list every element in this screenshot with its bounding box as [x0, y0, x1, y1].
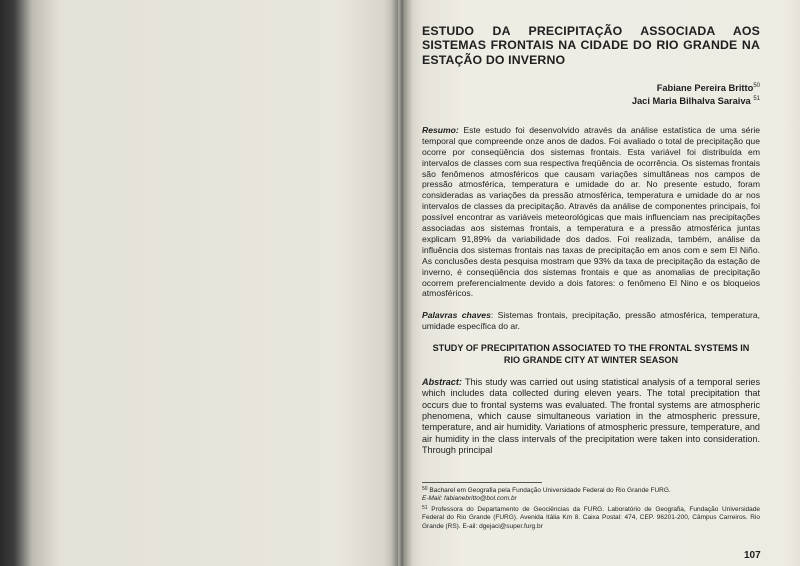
author-2 [422, 94, 760, 108]
keywords-text: : Sistemas frontais, precipitação, pressão atmosférica, temperatura, umidade específica do ar. [422, 310, 760, 332]
footnote-50-num: 50 [422, 486, 428, 492]
footnote-50-text: Bacharel em Geografia pela Fundação Universidade Federal do Rio Grande FURG. [427, 487, 671, 494]
footnote-divider [422, 482, 542, 483]
english-title: STUDY OF PRECIPITATION ASSOCIATED TO THE FRONTAL SYSTEMS IN RIO GRANDE CITY AT WINTER SEASON [432, 343, 750, 365]
author-block [422, 81, 760, 108]
author-2-note: 51 [753, 96, 760, 103]
abstract-paragraph [422, 377, 760, 457]
abstract-text: This study was carried out using statistical analysis of a temporal series which includes data collected during eleven years. The total precipitation that occurs due to frontal systems was evaluated. The frontal systems are atmospheric phenomena, which cause simultaneous variation in the atmospheric pressure, temperature, and air humidity. Variations of atmospheric pressure, temperature, and air humidity in the class intervals of the precipitation were taken into consideration. Through principal [422, 376, 760, 456]
footnote-50 [422, 485, 760, 495]
page-number: 107 [744, 550, 761, 561]
footnote-51 [422, 504, 760, 531]
book-gutter [391, 0, 413, 566]
resumo-text: Este estudo foi desenvolvido através da análise estatística de uma série temporal que compreende onze anos de dados. Foi avaliado o total de precipitação que ocorre por conseqüência dos sistemas frontais. Esta variável foi distribuída em intervalos de classes com sua respectiva freqüência de ocorrência. Os sistemas frontais são fenômenos atmosféricos que causam variações simultâneas nos campos de pressão atmosférica, temperatura e umidade do ar. No presente estudo, foram consideradas as variações da pressão atmosférica, temperatura e umidade do ar nos intervalos de classes da precipitação. Através da análise de componentes principais, foi possível encontrar as variáveis meteorológicas que mais influenciam nas precipitações associadas aos sistemas frontais, a temperatura e a pressão atmosférica juntas explicam 91,89% da variabilidade dos dados. Foi realizada, também, análise da influência dos sistemas frontais nas taxas de precipitação em anos com e sem El Niño. As conclusões desta pesquisa mostram que 93% da taxa de precipitação da estação de inverno, é conseqüência dos sistemas frontais e que as anomalias de precipitação ocorrem preferencialmente devido a dois fatores: o fenômeno El Nino e os bloqueios atmosféricos. [422, 124, 761, 299]
article-content [422, 24, 760, 457]
footnote-50-email [422, 495, 760, 503]
author-1-name: Fabiane Pereira Britto [656, 82, 754, 93]
keywords-paragraph [422, 310, 760, 332]
keywords-label: Palavras chaves [422, 310, 491, 321]
footnote-51-text: Professora do Departamento de Geociências da FURG. Laboratório de Geografia, Fundação Universidade Federal do Rio Grande (FURG). Avenida Itália Km 8. Caixa Postal: 474, CEP. 96201-200, Câmpus Carreiros. Rio Grande (RS). E-ail: dgejaci@super.furg.br [422, 505, 760, 530]
abstract-label: Abstract: [422, 376, 462, 387]
resumo-paragraph [422, 125, 760, 300]
article-title: ESTUDO DA PRECIPITAÇÃO ASSOCIADA AOS SISTEMAS FRONTAIS NA CIDADE DO RIO GRANDE NA ESTAÇÃO DO INVERNO [422, 24, 760, 67]
author-1-note: 50 [753, 82, 760, 89]
footnotes [422, 485, 760, 531]
resumo-label: Resumo: [422, 124, 459, 135]
author-1 [422, 81, 760, 95]
author-2-name: Jaci Maria Bilhalva Saraiva [631, 96, 751, 107]
left-page [0, 0, 398, 566]
footnote-51-num: 51 [422, 504, 428, 511]
footnote-50-email-text: E-Mail: fabianebritto@bol.com.br [422, 495, 517, 503]
